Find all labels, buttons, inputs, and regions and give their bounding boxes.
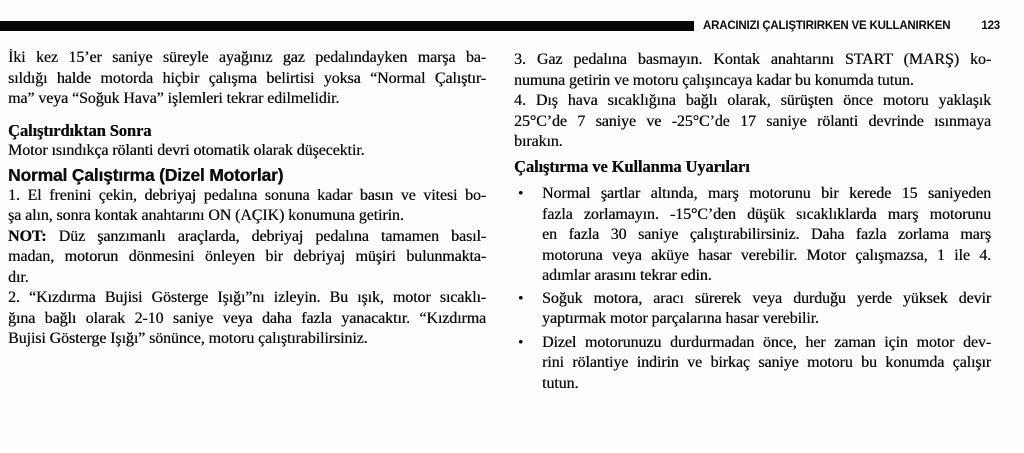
warning-item: [514, 184, 991, 287]
after-start-heading: Çalıştırdıktan Sonra: [8, 120, 152, 140]
normal-start-heading: Normal Çalıştırma (Dizel Motorlar): [8, 164, 284, 185]
bullet-icon: •: [518, 290, 524, 307]
warnings-heading: Çalıştırma ve Kullanma Uyarıları: [514, 156, 750, 176]
warning-text: Normal şartlar altında, marş motorunu bir kerede 15 saniyeden fazla zorlamayın. -15°C’den düşük sıcaklıklarda marş motorunu en fazla 30 saniye çalıştırabilirsiniz. Daha fazla zorlama marş motoruna veya aküye hasar verebilir. Motor çalışmazsa, 1 ile 4. adımlar arasını tekrar edin.: [542, 185, 991, 284]
warning-list: [514, 184, 991, 394]
after-start-paragraph: Motor ısındıkça rölanti devri otomatik olarak düşecektir.: [8, 142, 365, 159]
step-1-paragraph: 1. El frenini çekin, debriyaj pedalına sonuna kadar basın ve vitesi bo- şa alın, sonra kontak anahtarını ON (AÇIK) konumuna getirin.: [8, 186, 486, 224]
left-column: [8, 48, 486, 350]
header-title: ARACINIZI ÇALIŞTIRIRKEN VE KULLANIRKEN: [703, 20, 951, 32]
warning-item: [514, 289, 991, 330]
right-column: [514, 50, 991, 394]
warning-text: Dizel motorunuzu durdurmadan önce, her zaman için motor dev- rini rölantiye indirin ve birkaç saniye motoru bu konumda çalışır tutun.: [542, 333, 991, 392]
header-rule: [0, 21, 694, 31]
step-2-paragraph: 2. “Kızdırma Bujisi Gösterge Işığı”nı izleyin. Bu ışık, motor sıcaklı- ğına bağlı olarak 2-10 saniye veya daha fazla yanacaktır. “Kızdırma Bujisi Gösterge Işığı” sönünce, motoru çalıştırabilirsiniz.: [8, 289, 486, 347]
step-4-paragraph: 4. Dış hava sıcaklığına bağlı olarak, sürüşten önce motoru yaklaşık 25°C’de 7 saniye ve -25°C’de 17 saniye rölanti devrinde ısınmaya bırakın.: [514, 92, 991, 150]
warning-text: Soğuk motora, aracı sürerek veya durduğu yerde yüksek devir yaptırmak motor parçalarına hasar verebilir.: [542, 289, 991, 327]
warning-item: [514, 333, 991, 395]
intro-paragraph: İki kez 15’er saniye süreyle ayağınız gaz pedalındayken marşa ba- sıldığı halde motorda hiçbir çalışma belirtisi yoksa “Normal Çalıştır- ma” veya “Soğuk Hava” işlemleri tekrar edilmelidir.: [8, 49, 486, 107]
page-number: 123: [981, 20, 1000, 32]
bullet-icon: •: [518, 334, 524, 351]
step-3-paragraph: 3. Gaz pedalına basmayın. Kontak anahtarını START (MARŞ) ko- numuna getirin ve motoru çalışıncaya kadar bu konumda tutun.: [514, 51, 991, 89]
bullet-icon: •: [518, 186, 524, 202]
page-header: [703, 19, 1000, 33]
note-paragraph: NOT: Düz şanzımanlı araçlarda, debriyaj pedalına tamamen basıl- madan, motorun dönmesini önleyen bir debriyaj müşiri bulunmakta- dır.: [8, 227, 486, 286]
